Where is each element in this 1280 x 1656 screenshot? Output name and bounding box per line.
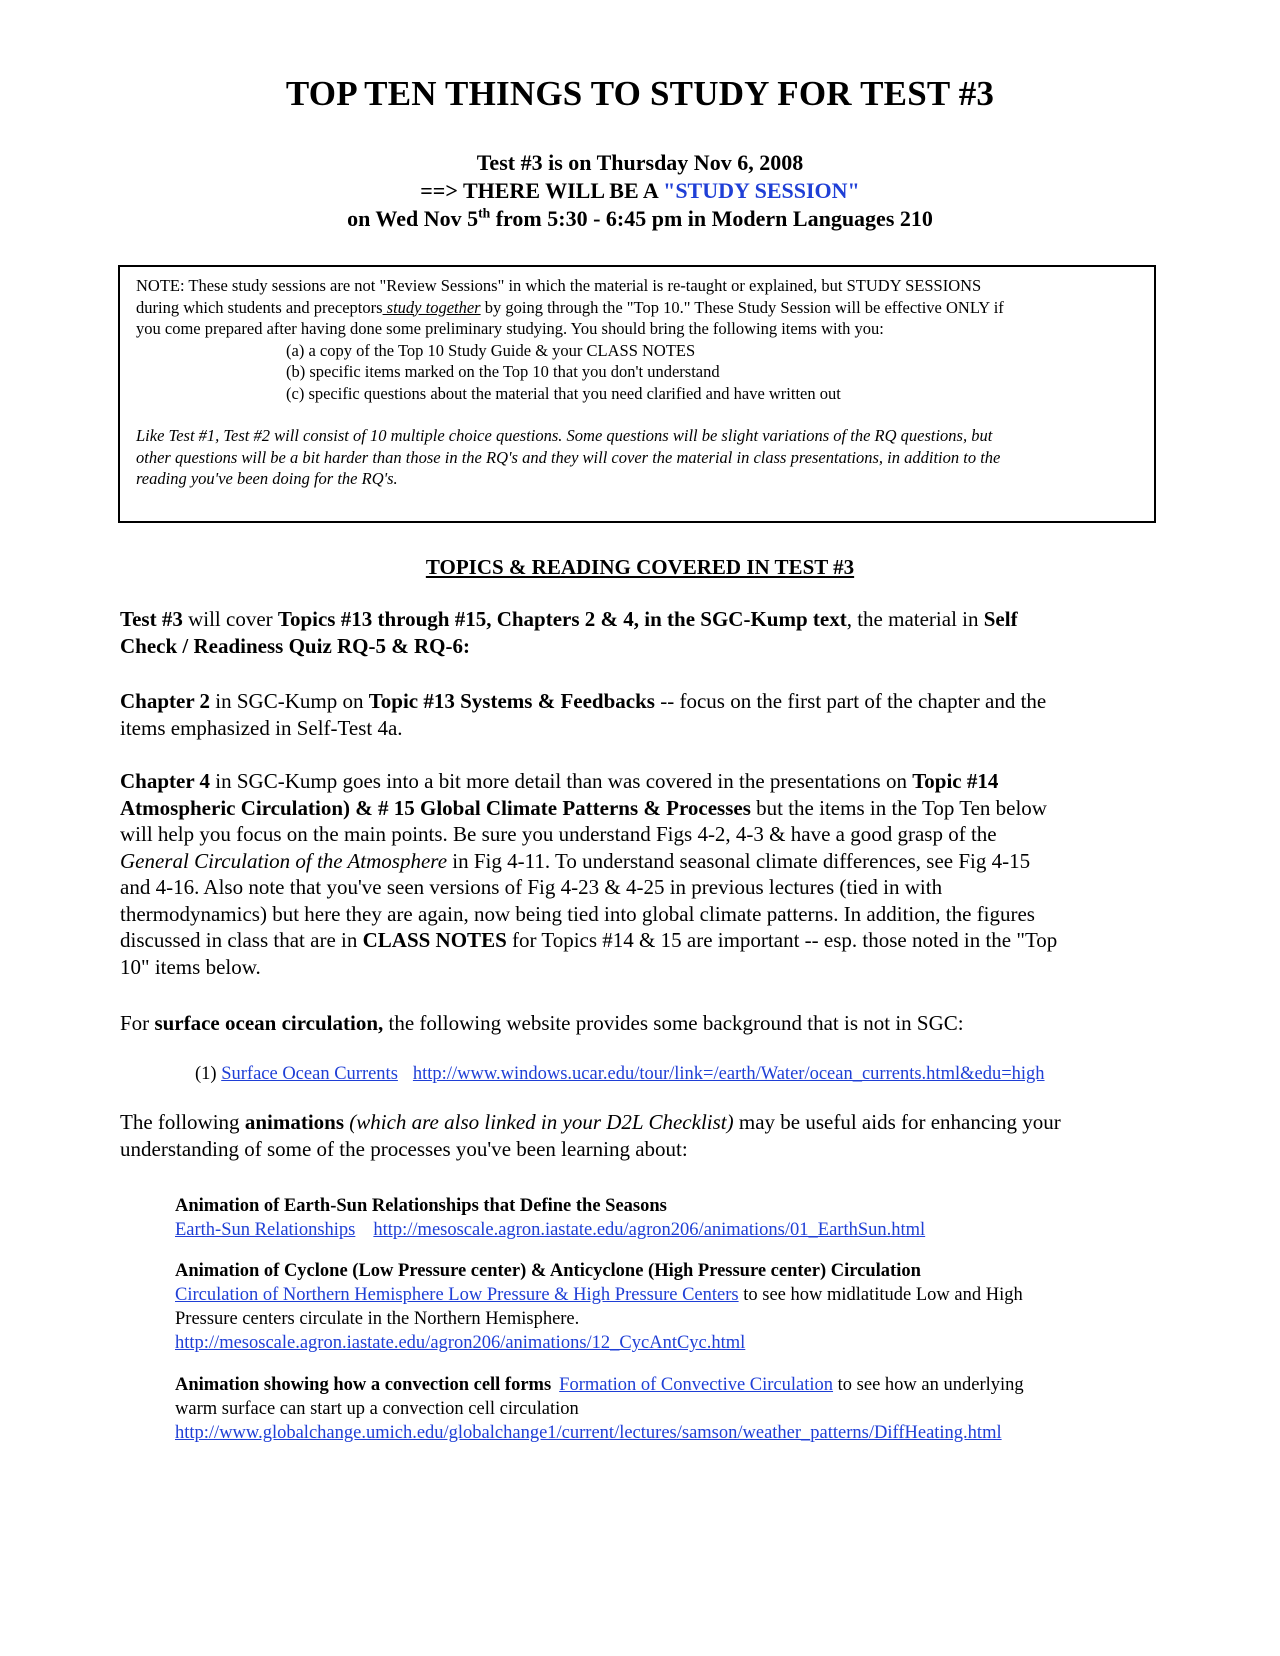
note-italic-line-2: other questions will be a bit harder than those in the RQ's and they will cover the material in class presentations, in addition to the [136,447,1001,467]
section-heading: TOPICS & READING COVERED IN TEST #3 [425,555,855,579]
anim3-heading: Animation showing how a convection cell forms [175,1375,552,1395]
cyclone-url-link[interactable]: http://mesoscale.agron.iastate.edu/agron206/animations/12_CycAntCyc.html [175,1333,746,1353]
animations-paragraph [120,1109,1180,1162]
study-session-prefix: ==> THERE WILL BE A [420,178,664,203]
chapter-2-paragraph [120,688,1170,741]
surface-ocean-currents-link[interactable]: Surface Ocean Currents [221,1064,398,1084]
surface-ocean-circulation: surface ocean circulation, [154,1011,384,1035]
topic-13: Topic #13 Systems & Feedbacks [368,689,655,713]
anim2-line-2: Pressure centers circulate in the Northern Hemisphere. [175,1309,580,1329]
note-line-2a: during which students and preceptors [136,297,383,317]
chapter-2-label: Chapter 2 [120,689,211,713]
ocean-link-number: (1) [195,1064,222,1084]
animation-earth-sun [175,1194,1175,1242]
note-text [136,275,1146,490]
earth-sun-url-link[interactable]: http://mesoscale.agron.iastate.edu/agron206/animations/01_EarthSun.html [373,1220,926,1240]
p3-line: and 4-16. Also note that you've seen versions of Fig 4-23 & 4-25 in previous lectures (tied in with [120,875,943,899]
ocean-currents-url-link[interactable]: http://www.windows.ucar.edu/tour/link=/earth/Water/ocean_currents.html&edu=high [412,1064,1045,1084]
bring-item: (a) a copy of the Top 10 Study Guide & your CLASS NOTES [286,340,696,360]
bring-items-list [136,340,1146,405]
note-italic-line-1: Like Test #1, Test #2 will consist of 10 multiple choice questions. Some questions will be slight variations of the RQ questions, but [136,426,993,445]
note-line-3: you come prepared after having done some preliminary studying. You should bring the following items with you: [136,319,884,338]
anim3-line-2: warm surface can start up a convection cell circulation [175,1399,579,1419]
p3-line: 10" items below. [120,954,261,979]
p2-text: -- focus on the first part of the chapter and the [654,689,1047,713]
test-date: Test #3 is on Thursday Nov 6, 2008 [476,150,804,175]
self-label: Self [983,607,1018,631]
p3-text: in Fig 4-11. To understand seasonal climate differences, see Fig 4-15 [447,848,1031,873]
p1-text: will cover [182,607,278,631]
session-date-sup: th [478,205,491,221]
note-line-1: NOTE: These study sessions are not "Review Sessions" in which the material is re-taught or explained, but STUDY SESSIONS [136,276,982,295]
p5-line-2: understanding of some of the processes you've been learning about: [120,1136,688,1161]
convection-url-link[interactable]: http://www.globalchange.umich.edu/globalchange1/current/lectures/samson/weather_patterns/DiffHeating.html [175,1423,1002,1443]
p3-text: for Topics #14 & 15 are important -- esp. those noted in the "Top [506,928,1058,952]
note-italic-line-3: reading you've been doing for the RQ's. [136,469,398,488]
anim2-text: to see how midlatitude Low and High [738,1285,1023,1305]
study-session-line [0,178,1280,204]
chapter-4-paragraph [120,768,1180,980]
p3-text: in SGC-Kump goes into a bit more detail than was covered in the presentations on [210,769,913,793]
p4-text: the following website provides some background that is not in SGC: [383,1011,964,1035]
study-together-emphasis: study together [382,297,481,317]
class-notes-label: CLASS NOTES [362,928,507,952]
animations-label: animations [244,1110,344,1134]
topic-14: Topic #14 [912,769,999,793]
bring-item: (c) specific questions about the material that you need clarified and have written out [286,383,841,403]
ocean-link-row [195,1064,1045,1085]
p4-text: For [120,1011,155,1035]
p3-line: will help you focus on the main points. Be sure you understand Figs 4-2, 4-3 & have a good grasp of the [120,822,997,846]
p5-text: may be useful aids for enhancing your [733,1110,1061,1134]
session-date: on Wed Nov 5 [347,206,479,231]
chapter-4-label: Chapter 4 [120,769,211,793]
cyclone-circulation-link[interactable]: Circulation of Northern Hemisphere Low Pressure & High Pressure Centers [175,1285,739,1305]
p5-text: The following [120,1110,245,1134]
p3-line: thermodynamics) but here they are again, now being tied into global climate patterns. In addition, the figures [120,901,1035,926]
p2-text: in SGC-Kump on [210,689,369,713]
p1-text: , the material in [846,607,984,631]
general-circulation-term: General Circulation of the Atmosphere [120,848,448,873]
page-title: TOP TEN THINGS TO STUDY FOR TEST #3 [285,74,995,113]
animation-convection [175,1373,1185,1445]
ocean-paragraph [120,1010,1180,1037]
study-session-label: "STUDY SESSION" [663,178,860,203]
study-session-when [0,206,1280,232]
p2-line-2: items emphasized in Self-Test 4a. [120,715,403,740]
test-coverage-paragraph [120,606,1170,659]
earth-sun-link[interactable]: Earth-Sun Relationships [175,1220,356,1240]
readiness-quiz: Check / Readiness Quiz RQ-5 & RQ-6: [120,633,470,658]
note-line-2b: by going through the "Top 10." These Study Session will be effective ONLY if [480,297,1004,317]
anim1-heading: Animation of Earth-Sun Relationships that Define the Seasons [175,1196,667,1216]
anim3-text: to see how an underlying [833,1375,1024,1395]
convective-circulation-link[interactable]: Formation of Convective Circulation [559,1375,834,1395]
session-time-location: from 5:30 - 6:45 pm in Modern Languages 210 [490,206,933,231]
test-label: Test #3 [120,607,183,631]
animation-cyclone [175,1259,1175,1355]
note-line-2 [136,297,1146,319]
topics-coverage: Topics #13 through #15, Chapters 2 & 4, in the SGC-Kump text [277,607,847,631]
anim2-heading: Animation of Cyclone (Low Pressure center) & Anticyclone (High Pressure center) Circulation [175,1261,921,1281]
bring-item: (b) specific items marked on the Top 10 that you don't understand [286,362,720,381]
p3-text: discussed in class that are in [120,928,363,952]
p3-text: but the items in the Top Ten below [750,795,1047,820]
d2l-note: (which are also linked in your D2L Checklist) [344,1110,734,1134]
topic-14-15: Atmospheric Circulation) & # 15 Global Climate Patterns & Processes [120,795,751,820]
